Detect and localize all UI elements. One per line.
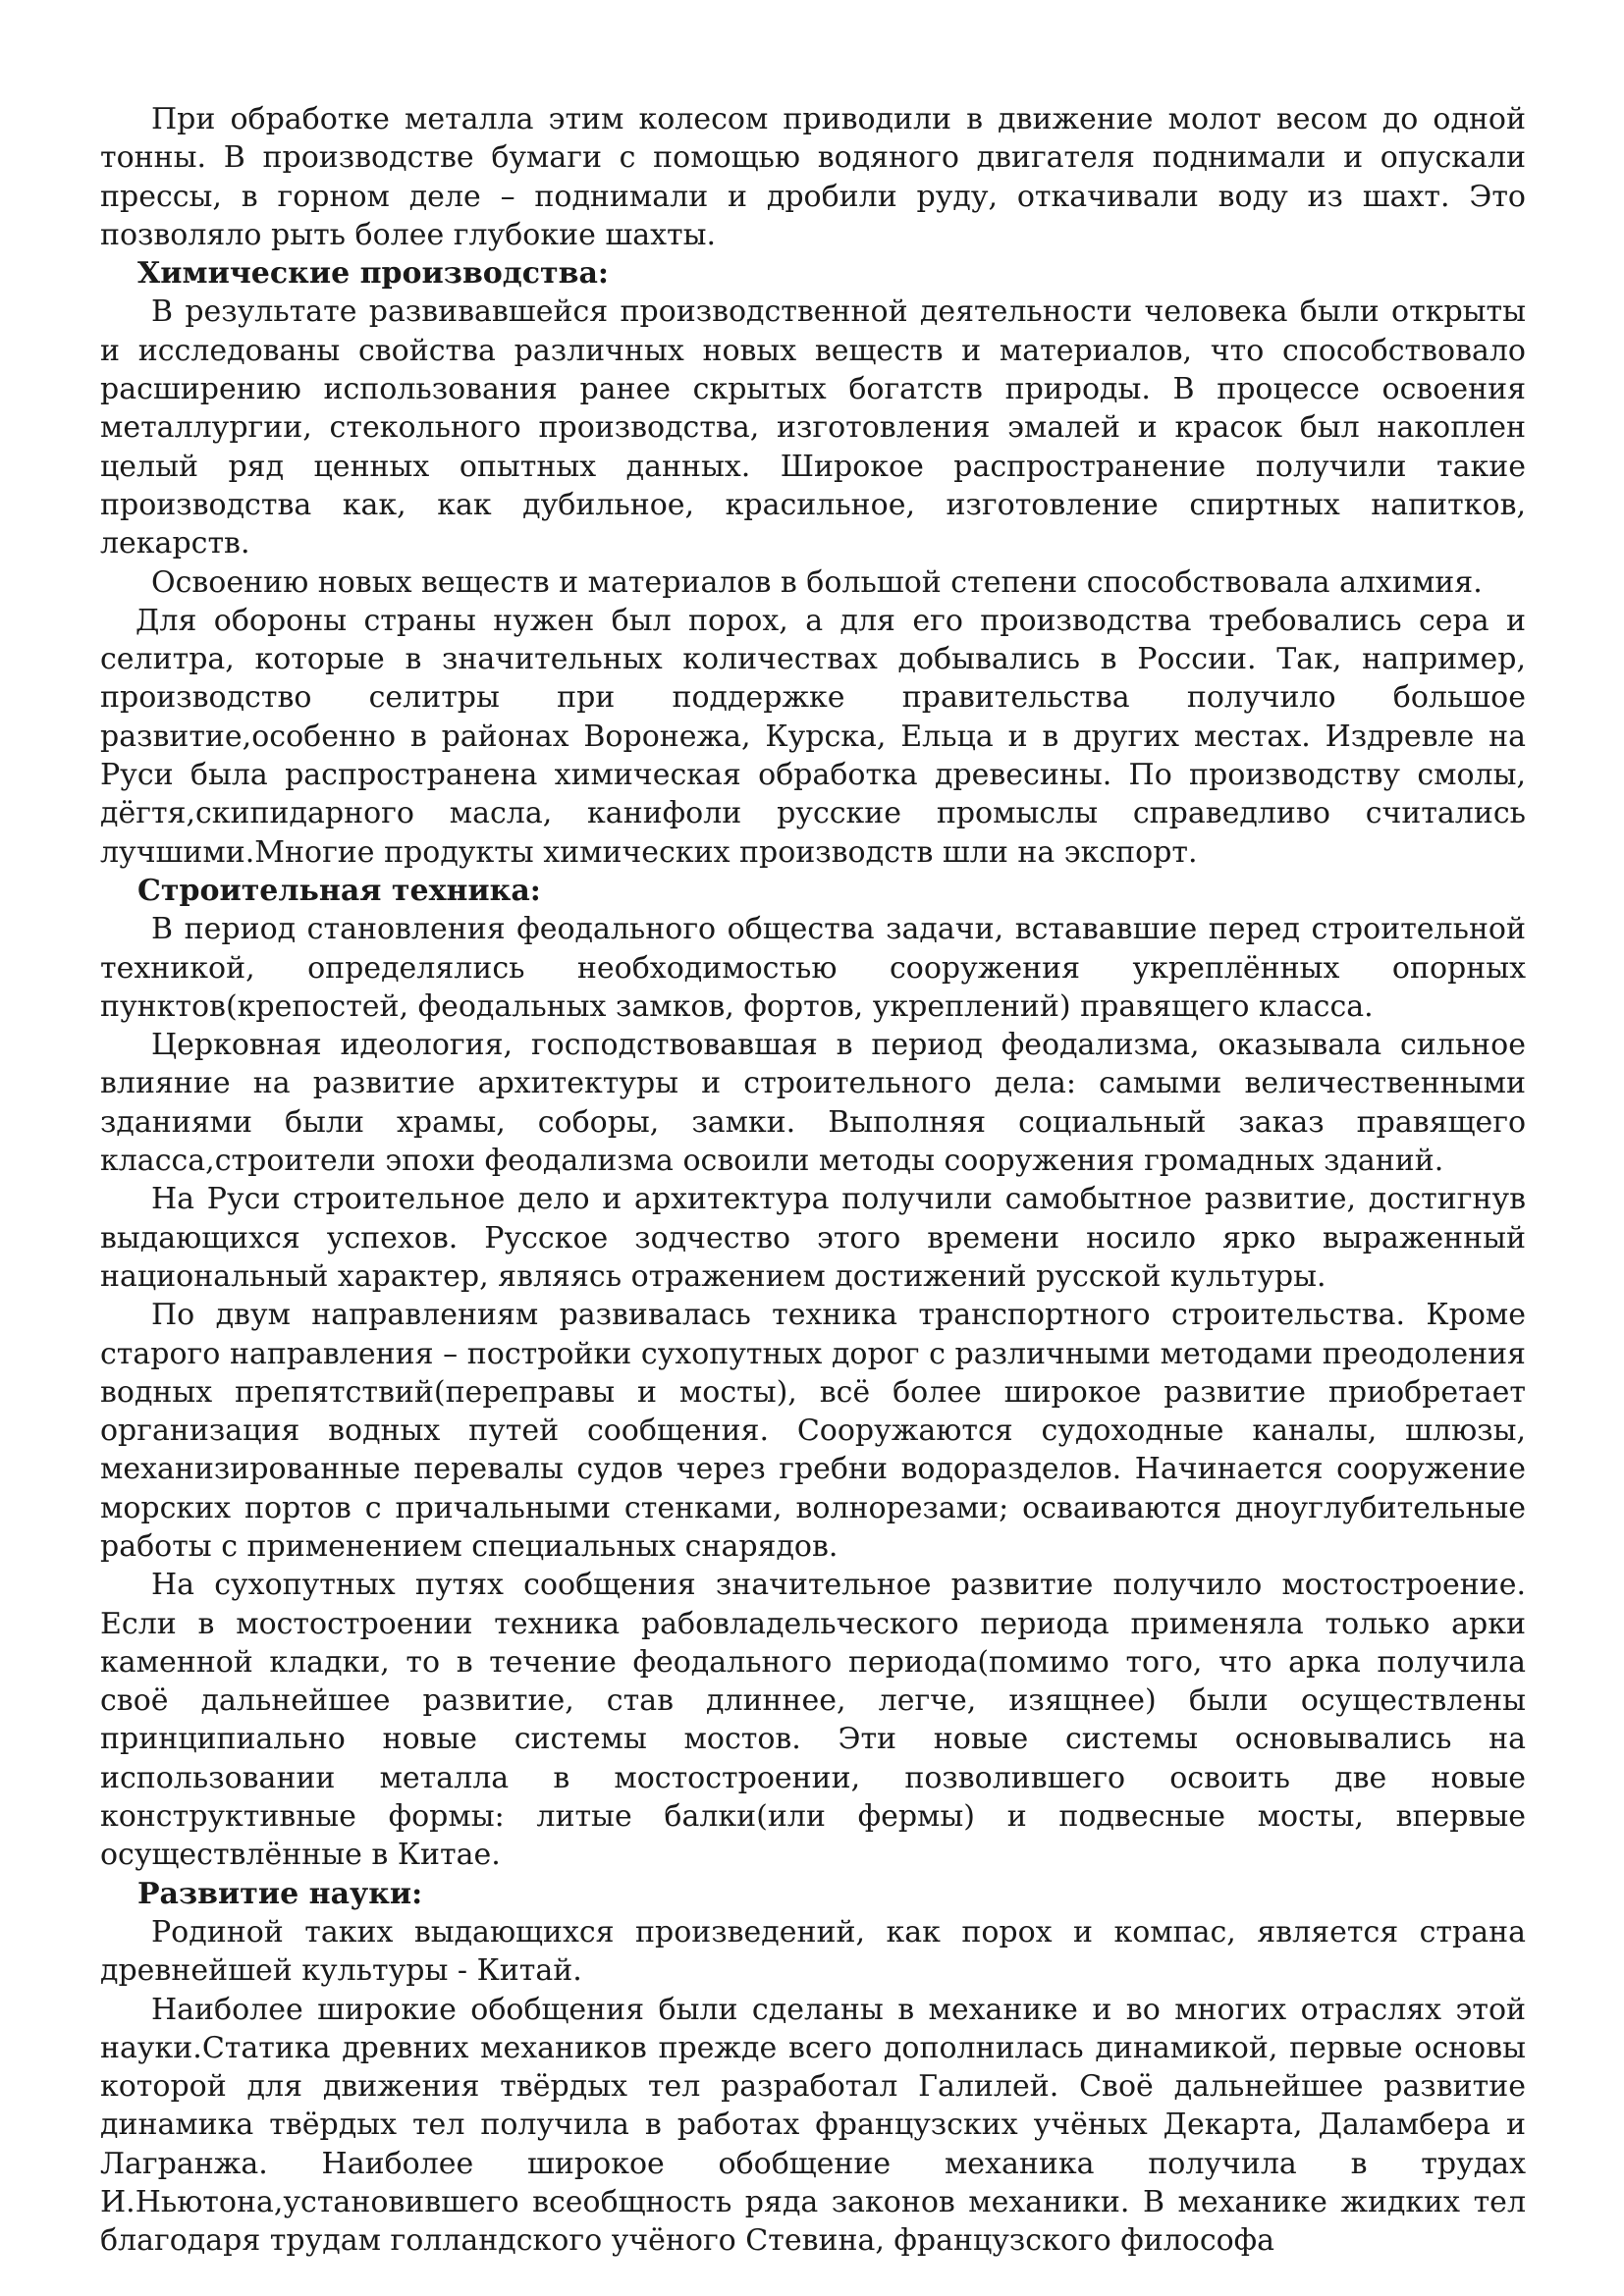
paragraph-russian-architecture: На Руси строительное дело и архитектура получили самобытное развитие, достигнув выдающихся успехов. Русское зодчество этого времени носило ярко выраженный национальный характер, являясь отражением достижений русской культуры. <box>100 1182 1526 1294</box>
paragraph-mechanics: Наиболее широкие обобщения были сделаны в механике и во многих отраслях этой науки.Статика древних механиков прежде всего дополнилась динамикой, первые основы которой для движения твёрдых тел разработал Галилей. Своё дальнейшее развитие динамика твёрдых тел получила в работах французских учёных Декарта, Даламбера и Лагранжа. Наиболее широкое обобщение механика получила в трудах И.Ньютона,установившего всеобщность ряда законов механики. В механике жидких тел благодаря трудам голландского учёного Стевина, французского философа <box>100 1992 1526 2259</box>
paragraph-church-ideology: Церковная идеология, господствовавшая в период феодализма, оказывала сильное влияние на развитие архитектуры и строительного дела: самыми величественными зданиями были храмы, соборы, замки. Выполняя социальный заказ правящего класса,строители эпохи феодализма освоили методы сооружения громадных зданий. <box>100 1028 1526 1179</box>
paragraph-china-inventions: Родиной таких выдающихся произведений, как порох и компас, является страна древнейшей культуры - Китай. <box>100 1914 1526 1989</box>
paragraph-bridge-building: На сухопутных путях сообщения значительное развитие получило мостостроение. Если в мостостроении техника рабовладельческого периода применяла только арки каменной кладки, то в течение феодального периода(помимо того, что арка получила своё дальнейшее развитие, став длиннее, легче, изящнее) были осуществлены принципиально новые системы мостов. Эти новые системы основывались на использовании металла в мостостроении, позволившего освоить две новые конструктивные формы: литые балки(или фермы) и подвесные мосты, впервые осуществлённые в Китае. <box>100 1568 1526 1873</box>
heading-chemical-production: Химические производства: <box>137 256 609 292</box>
paragraph-metal-processing: При обработке металла этим колесом приводили в движение молот весом до одной тонны. В производстве бумаги с помощью водяного двигателя поднимали и опускали прессы, в горном деле – поднимали и дробили руду, откачивали воду из шахт. Это позволяло рыть более глубокие шахты. <box>100 102 1526 252</box>
document-page <box>100 100 1526 2261</box>
paragraph-new-substances: В результате развивавшейся производственной деятельности человека были открыты и исследованы свойства различных новых веществ и материалов, что способствовало расширению использования ранее скрытых богатств природы. В процессе освоения металлургии, стекольного производства, изготовления эмалей и красок был накоплен целый ряд ценных опытных данных. Широкое распространение получили такие производства как, как дубильное, красильное, изготовление спиртных напитков, лекарств. <box>100 294 1526 561</box>
paragraph-gunpowder-saltpeter: Для обороны страны нужен был порох, а для его производства требовались сера и селитра, которые в значительных количествах добывались в России. Так, например, производство селитры при поддержке правительства получило большое развитие,особенно в районах Воронежа, Курска, Ельца и в других местах. Издревле на Руси была распространена химическая обработка древесины. По производству смолы, дёгтя,скипидарного масла, канифоли русские промыслы справедливо считались лучшими.Многие продукты химических производств шли на экспорт. <box>100 603 1526 870</box>
heading-science-development: Развитие науки: <box>137 1876 423 1911</box>
paragraph-transport-construction: По двум направлениям развивалась техника транспортного строительства. Кроме старого направления – постройки сухопутных дорог с различными методами преодоления водных препятствий(переправы и мосты), всё более широкое развитие приобретает организация водных путей сообщения. Сооружаются судоходные каналы, шлюзы, механизированные перевалы судов через гребни водоразделов. Начинается сооружение морских портов с причальными стенками, волнорезами; осваиваются дноуглубительные работы с применением специальных снарядов. <box>100 1298 1526 1564</box>
paragraph-feudal-fortifications: В период становления феодального общества задачи, встававшие перед строительной техникой, определялись необходимостью сооружения укреплённых опорных пунктов(крепостей, феодальных замков, фортов, укреплений) правящего класса. <box>100 912 1526 1024</box>
paragraph-alchemy: Освоению новых веществ и материалов в большой степени способствовала алхимия. <box>151 564 1483 600</box>
heading-construction-technology: Строительная техника: <box>137 873 541 908</box>
